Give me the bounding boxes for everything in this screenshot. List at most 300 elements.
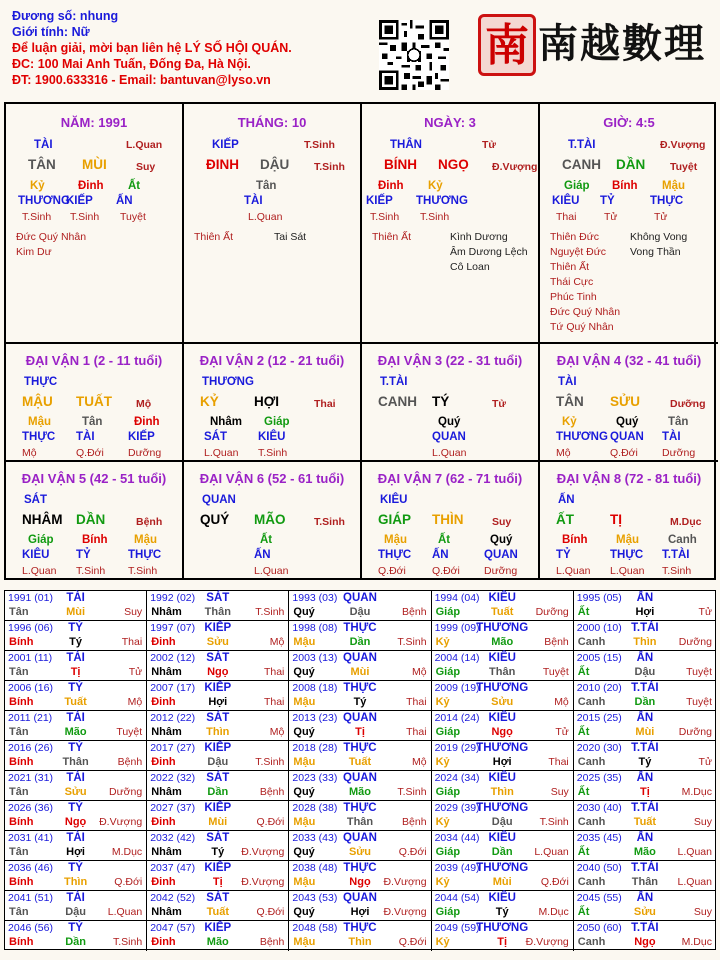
year-cell bbox=[574, 621, 716, 651]
year-god: TỶ bbox=[68, 622, 83, 634]
year-cell bbox=[147, 771, 289, 801]
hidden-god: TÀI bbox=[244, 195, 263, 207]
year-stem: Giáp bbox=[435, 786, 461, 798]
year-cell bbox=[5, 891, 147, 921]
year-phase: Thai bbox=[121, 636, 143, 648]
year-stem: Tân bbox=[9, 726, 29, 738]
pillar-cell bbox=[184, 104, 362, 344]
year-phase: Thai bbox=[263, 696, 285, 708]
dai-van-chi: TÝ bbox=[432, 394, 450, 409]
hidden-god: ẤN bbox=[116, 195, 133, 207]
year-branch: Tuất bbox=[490, 606, 514, 618]
hidden-stem: Mậu bbox=[616, 534, 639, 546]
year-branch: Sửu bbox=[491, 696, 514, 708]
dai-van-chi: THÌN bbox=[432, 512, 464, 527]
star-left: Phúc Tinh bbox=[550, 291, 597, 303]
year-god: SÁT bbox=[206, 592, 230, 604]
year-phase: T.Sinh bbox=[255, 606, 285, 618]
hidden-phase: Q.Đới bbox=[378, 565, 406, 577]
hidden-phase: L.Quan bbox=[556, 565, 591, 577]
hidden-god: TỶ bbox=[600, 195, 615, 207]
year-god: KIẾP bbox=[204, 622, 232, 634]
hidden-stem: Bính bbox=[562, 534, 588, 546]
year-phase: T.Sinh bbox=[397, 636, 427, 648]
year-label: 2049 (59) bbox=[434, 922, 480, 934]
year-branch: Tý bbox=[495, 906, 509, 918]
year-cell bbox=[432, 621, 574, 651]
hidden-stem: Ất bbox=[260, 534, 273, 546]
year-god: KIÊU bbox=[488, 892, 516, 904]
year-label: 1991 (01) bbox=[8, 592, 53, 604]
year-phase: T.Sinh bbox=[397, 786, 427, 798]
year-phase: Q.Đới bbox=[256, 816, 285, 828]
year-branch: Mão bbox=[206, 936, 229, 948]
year-phase: Tử bbox=[698, 756, 712, 768]
year-god: THƯƠNG bbox=[476, 862, 529, 874]
year-cell bbox=[432, 801, 574, 831]
annual-luck-table bbox=[4, 590, 716, 950]
year-god: KIÊU bbox=[488, 832, 516, 844]
hidden-phase: T.Sinh bbox=[258, 447, 288, 459]
year-branch: Thìn bbox=[348, 936, 372, 948]
year-phase: Suy bbox=[693, 906, 712, 918]
hidden-stem: Canh bbox=[668, 534, 697, 546]
dai-van-chi: TUẤT bbox=[76, 394, 112, 409]
year-cell bbox=[432, 831, 574, 861]
year-label: 2050 (60) bbox=[576, 922, 622, 934]
star-right: Tai Sát bbox=[274, 231, 307, 243]
hidden-stem: Kỷ bbox=[428, 180, 443, 192]
year-god: KIÊU bbox=[488, 652, 516, 664]
year-label: 1996 (06) bbox=[8, 622, 53, 634]
year-label: 2044 (54) bbox=[434, 892, 480, 904]
year-cell bbox=[289, 651, 431, 681]
dai-van-can: TÂN bbox=[556, 394, 584, 409]
year-god: THỰC bbox=[343, 922, 377, 934]
hidden-phase: Q.Đới bbox=[432, 565, 460, 577]
year-cell bbox=[574, 771, 716, 801]
year-cell bbox=[289, 921, 431, 951]
year-stem: Ất bbox=[577, 666, 590, 678]
dai-van-phase: Mộ bbox=[136, 398, 152, 410]
hidden-phase: L.Quan bbox=[248, 211, 283, 223]
year-god: SÁT bbox=[206, 652, 230, 664]
pillar-can: CANH bbox=[562, 157, 601, 172]
dai-van-title: ĐẠI VẬN 3 (22 - 31 tuổi) bbox=[377, 353, 523, 368]
year-label: 2006 (16) bbox=[8, 682, 53, 694]
hidden-god: KIÊU bbox=[22, 549, 50, 561]
year-god: SÁT bbox=[206, 892, 230, 904]
year-phase: Thai bbox=[406, 726, 427, 738]
year-branch: Tị bbox=[497, 936, 508, 948]
hidden-phase: Thai bbox=[556, 211, 577, 223]
hidden-god: KIẾP bbox=[128, 431, 155, 443]
year-phase: Q.Đới bbox=[398, 846, 427, 858]
year-branch: Thìn bbox=[63, 876, 88, 888]
year-branch: Mùi bbox=[66, 606, 86, 618]
year-phase: T.Sinh bbox=[539, 816, 569, 828]
year-god: ẤN bbox=[636, 712, 654, 724]
year-god: THƯƠNG bbox=[476, 622, 529, 634]
year-cell bbox=[574, 891, 716, 921]
year-branch: Tị bbox=[355, 726, 365, 738]
year-stem: Canh bbox=[577, 936, 606, 948]
year-stem: Mậu bbox=[293, 936, 316, 948]
year-label: 2011 (21) bbox=[8, 712, 53, 724]
hidden-god: T.TÀI bbox=[662, 549, 690, 561]
gender: Giới tính: Nữ bbox=[12, 25, 90, 39]
dai-van-cell bbox=[184, 462, 362, 580]
year-branch: Thìn bbox=[206, 726, 230, 738]
year-cell bbox=[147, 591, 289, 621]
year-branch: Sửu bbox=[64, 786, 87, 798]
year-cell bbox=[574, 591, 716, 621]
dai-van-god: SÁT bbox=[24, 494, 47, 506]
year-cell bbox=[289, 831, 431, 861]
hidden-god: THỰC bbox=[22, 431, 56, 443]
year-branch: Dần bbox=[491, 846, 513, 858]
pillar-phase: Đ.Vượng bbox=[492, 161, 538, 173]
year-cell bbox=[5, 591, 147, 621]
year-god: THỰC bbox=[343, 862, 377, 874]
year-stem: Tân bbox=[9, 846, 29, 858]
year-branch: Hợi bbox=[492, 756, 512, 768]
year-god: THỰC bbox=[343, 742, 377, 754]
year-god: T.TÀI bbox=[631, 622, 659, 634]
dai-van-cell bbox=[6, 344, 184, 462]
year-stem: Nhâm bbox=[151, 606, 182, 618]
year-god: TÀI bbox=[66, 832, 85, 844]
year-stem: Giáp bbox=[435, 726, 461, 738]
year-stem: Canh bbox=[577, 876, 606, 888]
year-branch: Dậu bbox=[634, 666, 656, 678]
year-label: 2022 (32) bbox=[150, 772, 196, 784]
hidden-stem: Kỷ bbox=[562, 416, 577, 428]
star-right: Không Vong bbox=[630, 231, 688, 243]
dai-van-phase: Dưỡng bbox=[670, 398, 706, 410]
hidden-god: THỰC bbox=[378, 549, 412, 561]
year-branch: Hợi bbox=[66, 846, 85, 858]
year-god: T.TÀI bbox=[631, 682, 659, 694]
year-phase: Suy bbox=[124, 606, 143, 618]
year-branch: Tuất bbox=[64, 696, 87, 708]
year-cell bbox=[5, 651, 147, 681]
year-cell bbox=[432, 771, 574, 801]
year-stem: Kỷ bbox=[435, 636, 450, 648]
year-branch: Sửu bbox=[206, 636, 229, 648]
year-branch: Dậu bbox=[491, 816, 513, 828]
year-label: 1998 (08) bbox=[292, 622, 338, 634]
hidden-phase: Q.Đới bbox=[76, 447, 104, 459]
year-branch: Hợi bbox=[350, 906, 370, 918]
year-cell bbox=[5, 711, 147, 741]
year-god: THỰC bbox=[343, 622, 377, 634]
year-phase: Dưỡng bbox=[535, 606, 569, 618]
dai-van-title: ĐẠI VẬN 2 (12 - 21 tuổi) bbox=[199, 353, 345, 368]
pillar-god-left: TÀI bbox=[34, 139, 53, 151]
year-label: 2037 (47) bbox=[150, 862, 196, 874]
star-left: Thái Cực bbox=[550, 276, 594, 288]
year-god: KIÊU bbox=[488, 592, 516, 604]
star-left: Kim Dư bbox=[16, 246, 52, 258]
year-stem: Ất bbox=[577, 606, 590, 618]
contact-line: Để luận giải, mời bạn liên hệ LÝ SỐ HỘI QUÁN. bbox=[12, 41, 292, 55]
year-cell bbox=[147, 681, 289, 711]
hidden-phase: Tử bbox=[654, 211, 668, 223]
year-cell bbox=[574, 861, 716, 891]
year-cell bbox=[289, 801, 431, 831]
year-branch: Tý bbox=[353, 696, 367, 708]
hidden-god: THƯƠNG bbox=[18, 195, 70, 207]
pillar-cell bbox=[6, 104, 184, 344]
star-left: Tứ Quý Nhân bbox=[550, 321, 614, 333]
year-stem: Bính bbox=[9, 756, 34, 768]
year-label: 2009 (19) bbox=[434, 682, 480, 694]
year-stem: Bính bbox=[9, 816, 34, 828]
star-left: Thiên Đức bbox=[550, 231, 600, 243]
year-label: 2005 (15) bbox=[576, 652, 622, 664]
year-branch: Tý bbox=[211, 846, 225, 858]
year-phase: Đ.Vượng bbox=[241, 876, 285, 888]
year-stem: Quý bbox=[293, 726, 315, 738]
qr-code-icon bbox=[379, 20, 449, 90]
hidden-stem: Ất bbox=[438, 534, 451, 546]
year-stem: Nhâm bbox=[151, 906, 182, 918]
hidden-god: QUAN bbox=[432, 431, 466, 443]
pillar-phase: Tuyệt bbox=[670, 161, 698, 173]
year-label: 2031 (41) bbox=[8, 832, 53, 844]
year-god: KIÊU bbox=[488, 712, 516, 724]
pillar-god-right: L.Quan bbox=[126, 139, 163, 151]
hidden-stem: Đinh bbox=[134, 416, 160, 428]
year-phase: Mộ bbox=[269, 636, 285, 648]
year-god: THƯƠNG bbox=[476, 802, 529, 814]
year-cell bbox=[289, 861, 431, 891]
star-right: Âm Dương Lệch bbox=[450, 246, 528, 258]
dai-van-cell bbox=[540, 462, 718, 580]
year-cell bbox=[432, 681, 574, 711]
dai-van-can: CANH bbox=[378, 394, 417, 409]
year-stem: Giáp bbox=[435, 846, 461, 858]
year-label: 2021 (31) bbox=[8, 772, 53, 784]
year-cell bbox=[289, 771, 431, 801]
year-stem: Quý bbox=[293, 606, 315, 618]
hidden-stem: Mậu bbox=[662, 180, 685, 192]
hidden-phase: Q.Đới bbox=[610, 447, 638, 459]
year-phase: Bệnh bbox=[259, 786, 285, 798]
pillar-god-right: Tử bbox=[482, 139, 497, 151]
year-label: 1997 (07) bbox=[150, 622, 196, 634]
year-branch: Dậu bbox=[349, 606, 371, 618]
hidden-stem: Tân bbox=[256, 180, 277, 192]
pillar-chi: MÙI bbox=[82, 157, 107, 172]
year-god: SÁT bbox=[206, 712, 230, 724]
year-stem: Kỷ bbox=[435, 936, 450, 948]
hidden-stem: Tân bbox=[668, 416, 689, 428]
hidden-stem: Đinh bbox=[378, 180, 404, 192]
year-phase: Tử bbox=[555, 726, 569, 738]
dai-van-phase: Bệnh bbox=[136, 516, 163, 528]
hidden-phase: T.Sinh bbox=[76, 565, 106, 577]
pillar-can: ĐINH bbox=[206, 157, 239, 172]
star-right: Vong Thần bbox=[630, 246, 681, 258]
year-branch: Tý bbox=[638, 756, 652, 768]
year-label: 2047 (57) bbox=[150, 922, 196, 934]
year-phase: Dưỡng bbox=[109, 786, 143, 798]
year-branch: Tuất bbox=[206, 906, 229, 918]
year-god: THỰC bbox=[343, 802, 377, 814]
year-label: 2039 (49) bbox=[434, 862, 480, 874]
star-left: Đức Quý Nhân bbox=[550, 306, 621, 318]
hidden-phase: Tuyệt bbox=[120, 211, 146, 223]
year-stem: Tân bbox=[9, 606, 29, 618]
year-branch: Mùi bbox=[208, 816, 228, 828]
hidden-stem: Giáp bbox=[564, 180, 590, 192]
pillar-chi: DẬU bbox=[260, 157, 290, 172]
year-branch: Tuất bbox=[633, 816, 657, 828]
year-stem: Giáp bbox=[435, 666, 461, 678]
year-label: 1993 (03) bbox=[292, 592, 338, 604]
dai-van-cell bbox=[540, 344, 718, 462]
year-god: T.TÀI bbox=[631, 802, 659, 814]
year-stem: Canh bbox=[577, 696, 606, 708]
hidden-phase: T.Sinh bbox=[22, 211, 52, 223]
dai-van-title: ĐẠI VẬN 6 (52 - 61 tuổi) bbox=[199, 471, 345, 486]
pillar-can: TÂN bbox=[28, 157, 56, 172]
year-label: 2048 (58) bbox=[292, 922, 338, 934]
dai-van-cell bbox=[362, 462, 540, 580]
year-stem: Nhâm bbox=[151, 786, 182, 798]
hidden-god: THƯƠNG bbox=[556, 431, 608, 443]
year-branch: Dần bbox=[65, 936, 86, 948]
year-label: 2015 (25) bbox=[576, 712, 622, 724]
year-label: 2038 (48) bbox=[292, 862, 338, 874]
year-cell bbox=[289, 621, 431, 651]
hidden-god: ẤN bbox=[432, 549, 449, 561]
dai-van-cell bbox=[184, 344, 362, 462]
year-label: 2012 (22) bbox=[150, 712, 196, 724]
dai-van-can: MẬU bbox=[22, 394, 53, 409]
year-cell bbox=[432, 741, 574, 771]
year-label: 2019 (29) bbox=[434, 742, 480, 754]
hidden-stem: Đinh bbox=[78, 180, 104, 192]
year-cell bbox=[574, 741, 716, 771]
year-god: THƯƠNG bbox=[476, 922, 529, 934]
year-god: ẤN bbox=[636, 832, 654, 844]
dai-van-can: ẤT bbox=[556, 512, 574, 527]
year-god: TÀI bbox=[66, 712, 85, 724]
year-label: 2027 (37) bbox=[150, 802, 196, 814]
year-label: 2045 (55) bbox=[576, 892, 622, 904]
dai-van-title: ĐẠI VẬN 5 (42 - 51 tuổi) bbox=[21, 471, 167, 486]
year-stem: Nhâm bbox=[151, 726, 182, 738]
year-phase: L.Quan bbox=[677, 846, 712, 858]
year-phase: Q.Đới bbox=[114, 876, 143, 888]
hidden-god: THỰC bbox=[610, 549, 644, 561]
year-label: 2008 (18) bbox=[292, 682, 338, 694]
year-stem: Tân bbox=[9, 906, 29, 918]
year-stem: Kỷ bbox=[435, 756, 450, 768]
dai-van-can: QUÝ bbox=[200, 512, 230, 527]
year-phase: Tuyệt bbox=[542, 666, 569, 678]
year-god: TỶ bbox=[68, 862, 83, 874]
year-label: 2000 (10) bbox=[576, 622, 622, 634]
year-phase: Bệnh bbox=[402, 606, 427, 618]
hidden-stem: Mậu bbox=[28, 416, 51, 428]
year-branch: Sửu bbox=[348, 846, 371, 858]
year-phase: Q.Đới bbox=[256, 906, 285, 918]
dai-van-cell bbox=[362, 344, 540, 462]
year-cell bbox=[289, 591, 431, 621]
year-god: THƯƠNG bbox=[476, 682, 529, 694]
dai-van-chi: DẦN bbox=[76, 512, 106, 527]
year-phase: Mộ bbox=[554, 696, 569, 708]
year-cell bbox=[289, 741, 431, 771]
year-cell bbox=[432, 921, 574, 951]
pillar-cell bbox=[540, 104, 718, 344]
pillar-god-right: Đ.Vượng bbox=[660, 139, 706, 151]
year-label: 2002 (12) bbox=[150, 652, 196, 664]
four-pillars-grid bbox=[4, 102, 716, 580]
year-cell bbox=[147, 621, 289, 651]
year-phase: Thai bbox=[263, 666, 285, 678]
hidden-god: TỶ bbox=[76, 549, 91, 561]
year-label: 2004 (14) bbox=[434, 652, 480, 664]
dai-van-title: ĐẠI VẬN 7 (62 - 71 tuổi) bbox=[377, 471, 523, 486]
year-label: 2014 (24) bbox=[434, 712, 480, 724]
pillar-title: NGÀY: 3 bbox=[424, 115, 476, 130]
year-label: 2042 (52) bbox=[150, 892, 196, 904]
hidden-phase: T.Sinh bbox=[370, 211, 400, 223]
year-god: KIẾP bbox=[204, 742, 232, 754]
year-branch: Mùi bbox=[492, 876, 512, 888]
year-branch: Hợi bbox=[635, 606, 655, 618]
dai-van-phase: M.Dục bbox=[670, 516, 702, 528]
year-branch: Tị bbox=[212, 876, 223, 888]
year-label: 1994 (04) bbox=[434, 592, 480, 604]
year-god: TỶ bbox=[68, 922, 83, 934]
year-god: T.TÀI bbox=[631, 742, 659, 754]
year-label: 2020 (30) bbox=[576, 742, 622, 754]
year-cell bbox=[574, 921, 716, 951]
year-phase: Mộ bbox=[269, 726, 285, 738]
pillar-title: GIỜ: 4:5 bbox=[603, 115, 655, 130]
pillar-chi: DẦN bbox=[616, 157, 646, 172]
year-branch: Tị bbox=[70, 666, 81, 678]
phone-email-line: ĐT: 1900.633316 - Email: bantuvan@lyso.vn bbox=[12, 73, 271, 87]
year-cell bbox=[289, 891, 431, 921]
hidden-phase: Mộ bbox=[556, 447, 571, 459]
year-cell bbox=[432, 651, 574, 681]
year-label: 2028 (38) bbox=[292, 802, 338, 814]
year-branch: Thìn bbox=[490, 786, 514, 798]
hidden-stem: Quý bbox=[616, 416, 639, 428]
year-stem: Mậu bbox=[293, 696, 316, 708]
year-phase: M.Dục bbox=[681, 936, 712, 948]
dai-van-can: NHÂM bbox=[22, 512, 63, 527]
year-stem: Canh bbox=[577, 816, 606, 828]
year-branch: Thìn bbox=[633, 636, 657, 648]
hidden-phase: T.Sinh bbox=[420, 211, 450, 223]
brand-logo-text: 南越數理 bbox=[538, 20, 706, 67]
year-god: TÀI bbox=[66, 652, 85, 664]
star-left: Nguyệt Đức bbox=[550, 246, 607, 258]
year-stem: Giáp bbox=[435, 906, 461, 918]
hidden-god: QUAN bbox=[484, 549, 518, 561]
year-phase: L.Quan bbox=[534, 846, 569, 858]
year-cell bbox=[574, 681, 716, 711]
year-phase: Suy bbox=[550, 786, 569, 798]
